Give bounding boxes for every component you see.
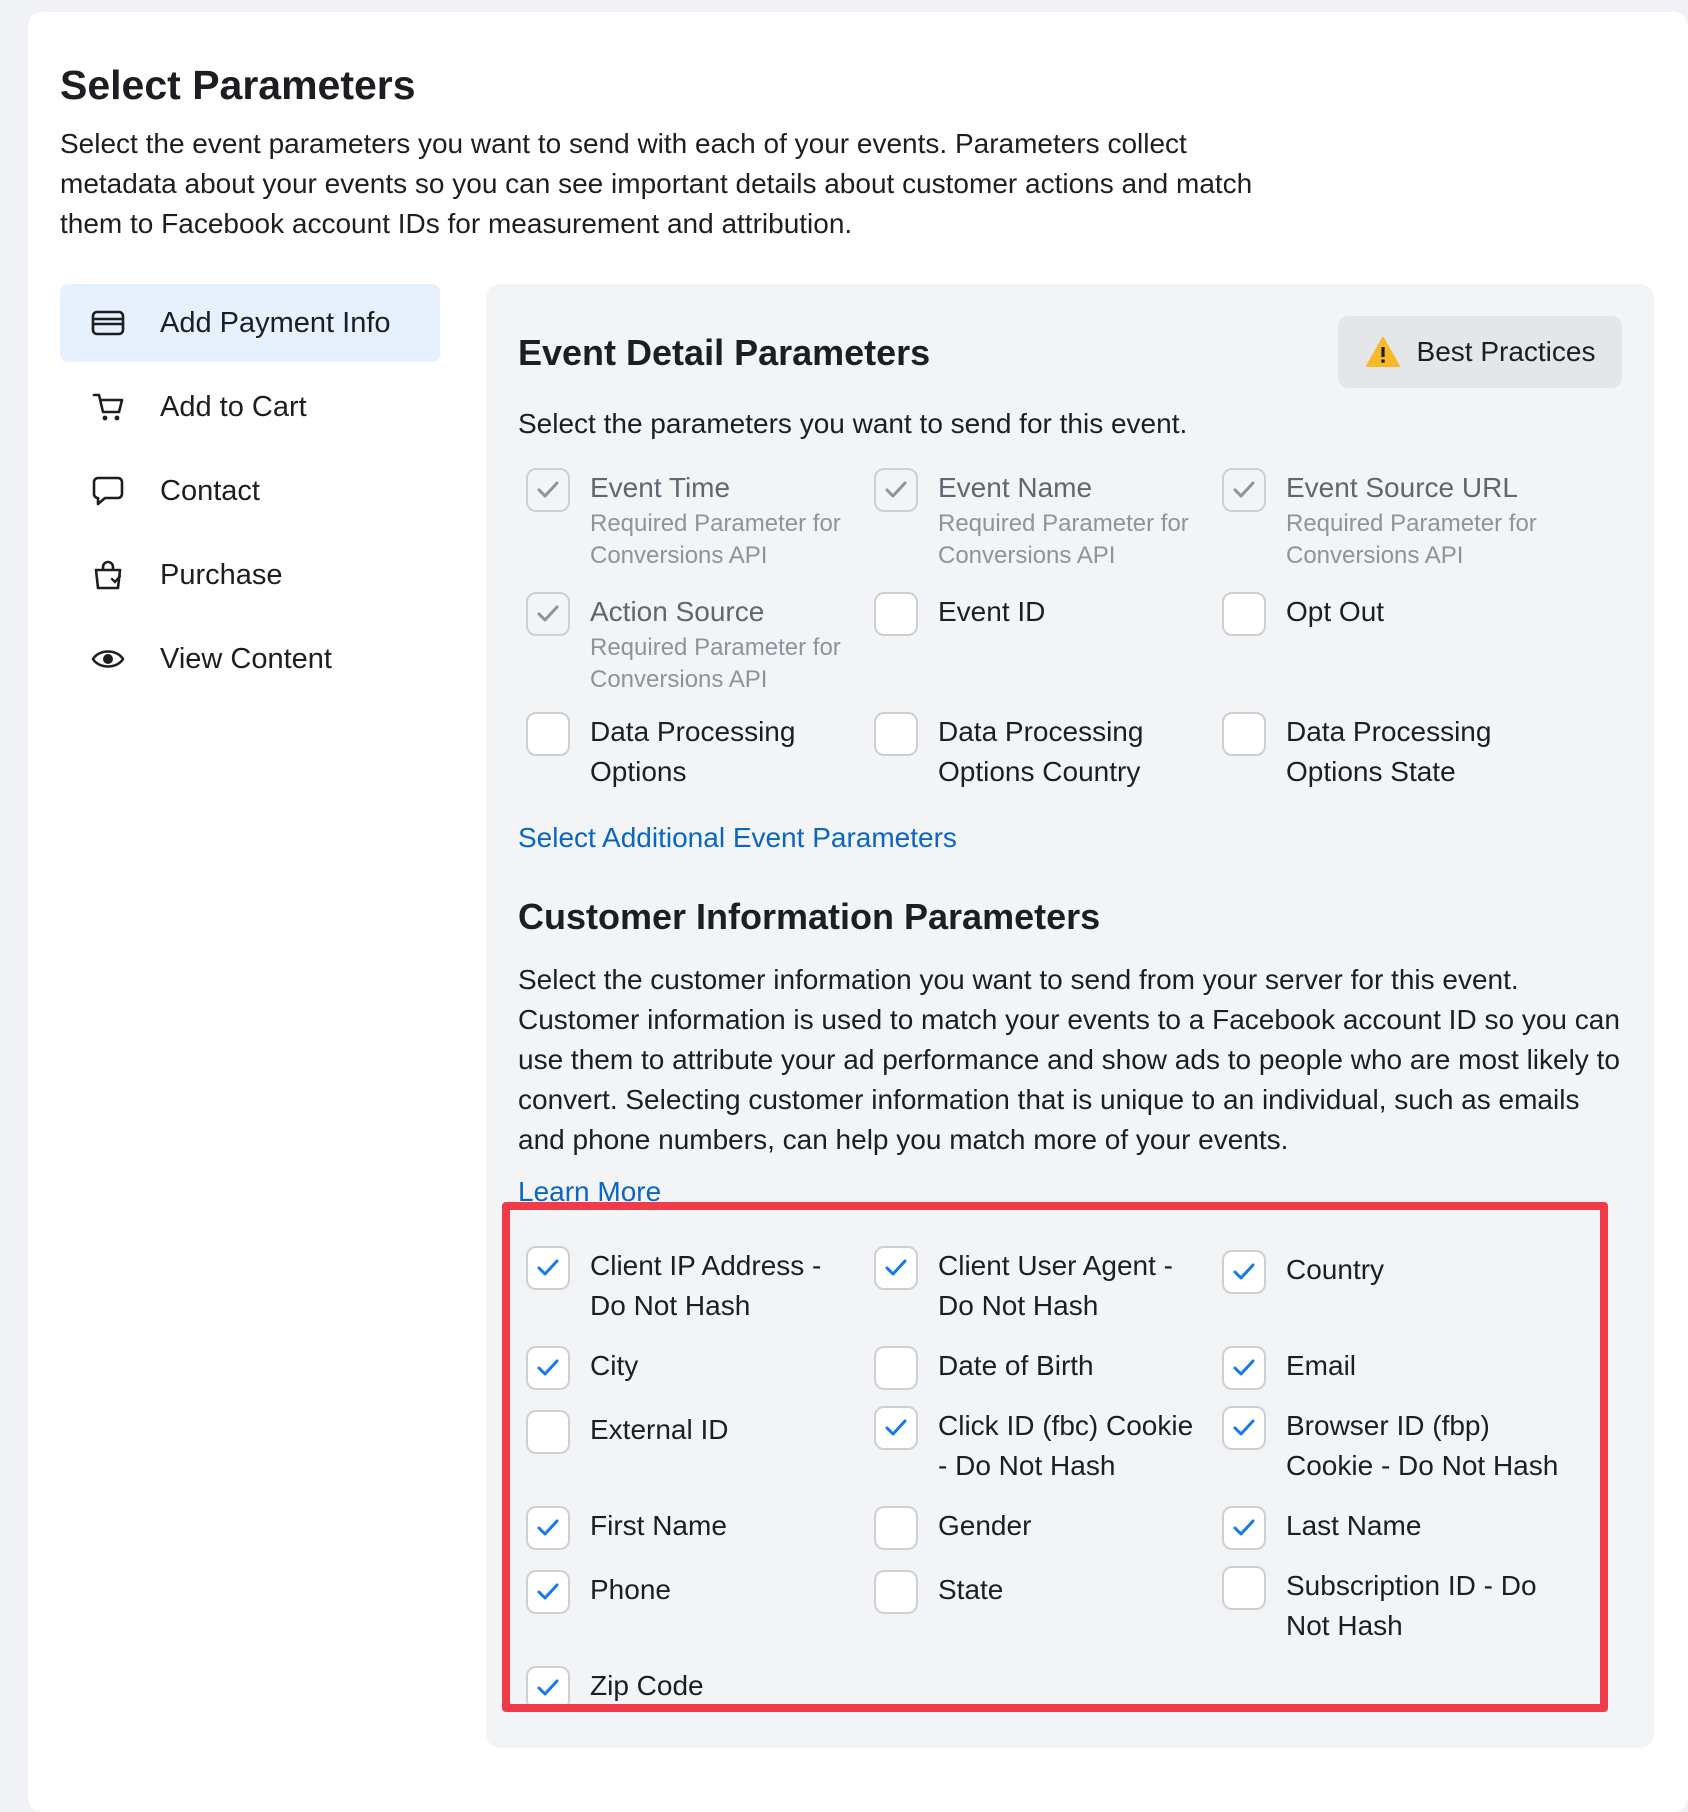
event-detail-description: Select the parameters you want to send for this event. (518, 408, 1188, 439)
best-practices-button[interactable] (1338, 316, 1622, 388)
checkbox (526, 592, 570, 636)
speech-bubble-icon (90, 473, 126, 509)
checkbox[interactable] (1222, 712, 1266, 756)
checkbox (874, 468, 918, 512)
event-sidebar (60, 284, 440, 704)
param-label: Click ID (fbc) Cookie - Do Not Hash (938, 1410, 1194, 1481)
param-label: Country (1286, 1254, 1385, 1285)
param-label: State (938, 1574, 1004, 1605)
best-practices-label: Best Practices (1416, 336, 1596, 367)
event-detail-grid (526, 468, 1606, 787)
event-param-event-name (874, 468, 1214, 572)
sidebar-item-label: Purchase (160, 558, 283, 591)
shopping-bag-icon (90, 557, 126, 593)
sidebar-item-label: View Content (160, 642, 332, 675)
param-label: Action Source (590, 596, 765, 627)
event-param-data-processing-options-state[interactable] (1222, 712, 1522, 792)
param-label: Client User Agent - Do Not Hash (938, 1250, 1173, 1321)
param-label: Data Processing Options State (1286, 716, 1492, 787)
sidebar-item-purchase[interactable] (60, 536, 440, 614)
credit-card-icon (90, 305, 126, 341)
checkbox (1222, 468, 1266, 512)
required-note: Required Parameter for Conversions API (1286, 510, 1537, 569)
event-detail-title: Event Detail Parameters (518, 332, 931, 373)
warning-icon (1365, 336, 1401, 368)
event-param-action-source (526, 592, 866, 696)
param-label: Event Time (590, 472, 731, 503)
select-additional-event-parameters-link[interactable]: Select Additional Event Parameters (518, 822, 957, 853)
page-description: Select the event parameters you want to send with each of your events. Parameters collect metadata about your events so you can see important details about customer actions and match them to Facebook account IDs for measurement and attribution. (60, 128, 1253, 239)
param-label: Data Processing Options Country (938, 716, 1144, 787)
required-note: Required Parameter for Conversions API (590, 510, 841, 569)
checkbox[interactable] (874, 712, 918, 756)
eye-icon (90, 641, 126, 677)
event-param-data-processing-options-country[interactable] (874, 712, 1174, 792)
sidebar-item-add-payment-info[interactable] (60, 284, 440, 362)
event-param-opt-out[interactable] (1222, 592, 1562, 636)
event-param-data-processing-options[interactable] (526, 712, 826, 792)
event-param-event-id[interactable] (874, 592, 1214, 636)
param-label: Client IP Address - Do Not Hash (590, 1250, 822, 1321)
param-label: Gender (938, 1510, 1032, 1541)
param-label: Event ID (938, 596, 1046, 627)
param-label: Event Source URL (1286, 472, 1518, 503)
customer-info-description: Select the customer information you want to send from your server for this event. Customer information is used to match your events to a Facebook account ID so you can use them to attribute your ad performance and show ads to people who are most likely to convert. Selecting customer information that is unique to an individual, such as emails and phone numbers, can help you match more of your events. (518, 964, 1620, 1155)
param-label: Email (1286, 1350, 1357, 1381)
param-label: Opt Out (1286, 596, 1385, 627)
param-label: Data Processing Options (590, 716, 796, 787)
param-label: Phone (590, 1574, 671, 1605)
cart-icon (90, 389, 126, 425)
param-label: Date of Birth (938, 1350, 1094, 1381)
learn-more-link[interactable]: Learn More (518, 1176, 662, 1207)
param-label: Event Name (938, 472, 1093, 503)
sidebar-item-label: Add to Cart (160, 390, 307, 423)
param-label: City (590, 1350, 639, 1381)
checkbox[interactable] (1222, 592, 1266, 636)
event-param-event-source-url (1222, 468, 1562, 572)
param-label: Subscription ID - Do Not Hash (1286, 1570, 1537, 1641)
param-label: External ID (590, 1414, 729, 1445)
highlight-box (502, 1202, 1608, 1712)
page-title: Select Parameters (60, 62, 416, 108)
sidebar-item-label: Contact (160, 474, 260, 507)
sidebar-item-add-to-cart[interactable] (60, 368, 440, 446)
checkbox (526, 468, 570, 512)
sidebar-item-contact[interactable] (60, 452, 440, 530)
param-label: First Name (590, 1510, 727, 1541)
required-note: Required Parameter for Conversions API (938, 510, 1189, 569)
sidebar-item-label: Add Payment Info (160, 306, 391, 339)
sidebar-item-view-content[interactable] (60, 620, 440, 698)
param-label: Browser ID (fbp) Cookie - Do Not Hash (1286, 1410, 1559, 1481)
required-note: Required Parameter for Conversions API (590, 634, 841, 693)
checkbox[interactable] (526, 712, 570, 756)
param-label: Last Name (1286, 1510, 1422, 1541)
checkbox[interactable] (874, 592, 918, 636)
param-label: Zip Code (590, 1670, 704, 1701)
event-param-event-time (526, 468, 866, 572)
customer-info-title: Customer Information Parameters (518, 896, 1101, 937)
